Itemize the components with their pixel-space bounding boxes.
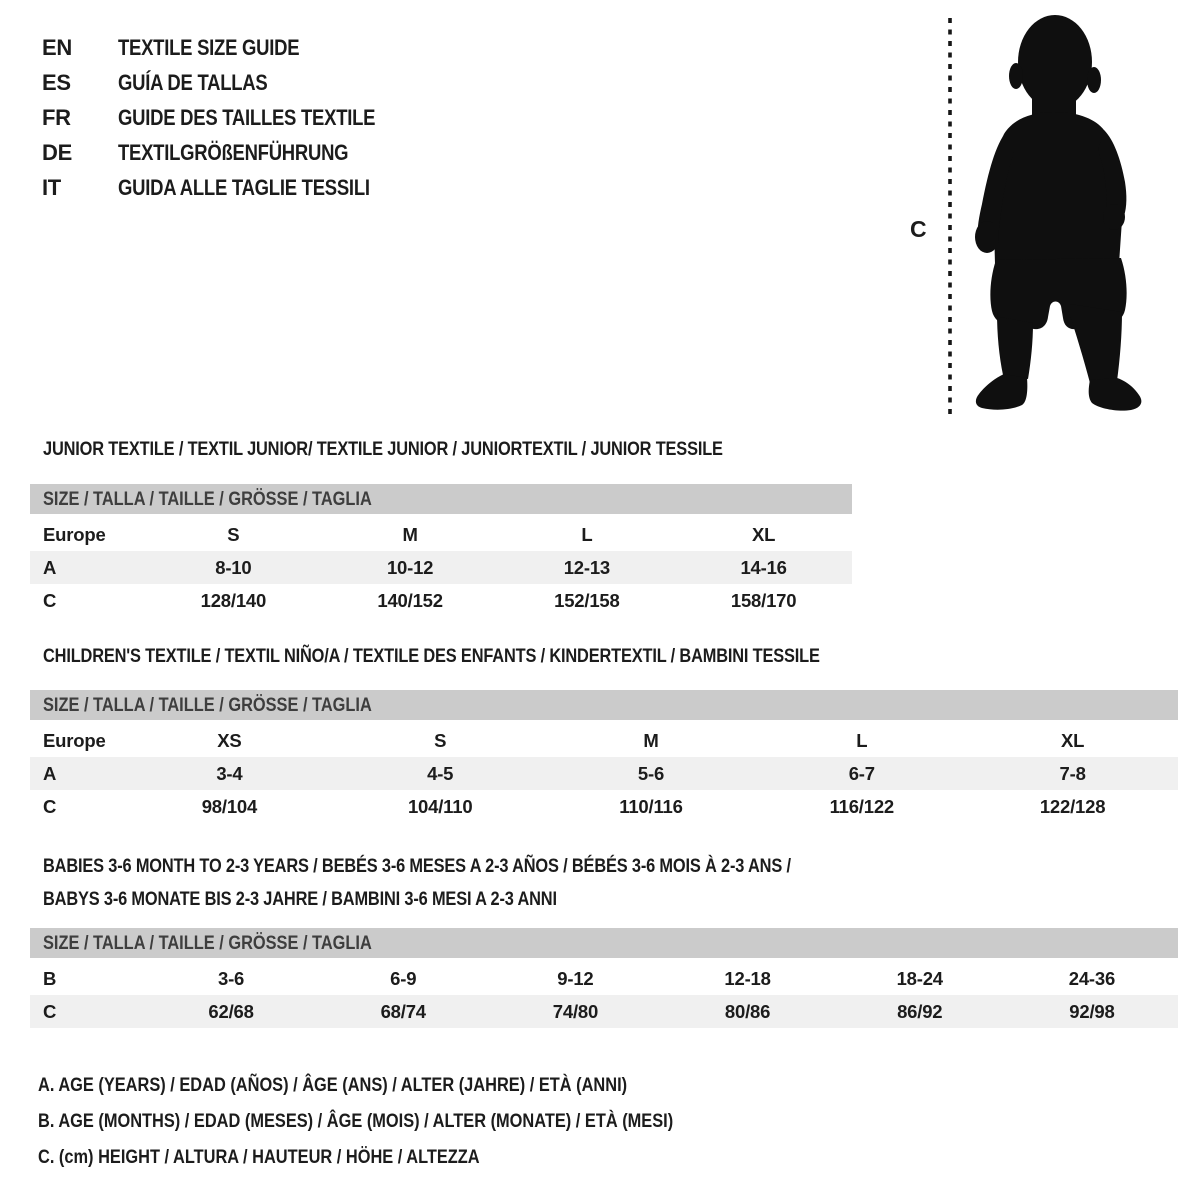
babies-heading-line2: BABYS 3-6 MONATE BIS 2-3 JAHRE / BAMBINI 3-6 MESI A 2-3 ANNI	[43, 888, 557, 910]
row-label: Europe	[43, 729, 106, 751]
table-cell: S	[434, 729, 447, 751]
table-cell: XL	[1060, 729, 1085, 751]
table-cell: 158/170	[730, 589, 797, 611]
table-row	[30, 962, 1178, 995]
table-cell: 12-13	[563, 556, 611, 578]
row-label: A	[43, 556, 57, 578]
junior-size-header-bar	[30, 484, 852, 514]
language-code: IT	[42, 174, 61, 200]
note-text: C. (cm) HEIGHT / ALTURA / HAUTEUR / HÖHE / ALTEZZA	[38, 1146, 480, 1168]
table-row	[30, 724, 1178, 757]
table-cell: 14-16	[740, 556, 787, 578]
table-cell: 4-5	[427, 762, 454, 784]
row-label: B	[43, 967, 57, 989]
language-code: DE	[42, 139, 72, 165]
children-heading-text: CHILDREN'S TEXTILE / TEXTIL NIÑO/A / TEXTILE DES ENFANTS / KINDERTEXTIL / BAMBINI TESSILE	[43, 645, 820, 667]
note-text: A. AGE (YEARS) / EDAD (AÑOS) / ÂGE (ANS) / ALTER (JAHRE) / ETÀ (ANNI)	[38, 1074, 628, 1096]
height-measure-dashed-line	[946, 16, 954, 418]
junior-heading-text: JUNIOR TEXTILE / TEXTIL JUNIOR/ TEXTILE JUNIOR / JUNIORTEXTIL / JUNIOR TESSILE	[43, 438, 723, 460]
table-cell: 6-7	[848, 762, 875, 784]
babies-size-header-text: SIZE / TALLA / TAILLE / GRÖSSE / TAGLIA	[43, 932, 372, 954]
table-cell: 3-4	[216, 762, 243, 784]
junior-table-body	[30, 518, 852, 617]
language-title-text: GUIDA ALLE TAGLIE TESSILI	[118, 174, 370, 200]
table-cell: 110/116	[619, 795, 683, 817]
language-row	[42, 170, 424, 205]
table-cell: 74/80	[552, 1000, 599, 1022]
table-cell: 6-9	[390, 967, 417, 989]
table-cell: 116/122	[829, 795, 895, 817]
table-cell: L	[856, 729, 868, 751]
table-cell: 12-18	[724, 967, 771, 989]
language-title-text: GUIDE DES TAILLES TEXTILE	[118, 104, 376, 130]
row-label: A	[43, 762, 57, 784]
language-row	[42, 100, 424, 135]
junior-section-heading	[43, 436, 852, 462]
note-line	[38, 1103, 794, 1139]
table-cell: 3-6	[218, 967, 245, 989]
table-cell: 68/74	[380, 1000, 426, 1022]
table-cell: 104/110	[407, 795, 473, 817]
babies-size-header-bar	[30, 928, 1178, 958]
note-text: B. AGE (MONTHS) / EDAD (MESES) / ÂGE (MOIS) / ALTER (MONATE) / ETÀ (MESI)	[38, 1110, 674, 1132]
table-row	[30, 518, 852, 551]
table-cell: 86/92	[897, 1000, 943, 1022]
language-title-text: TEXTILE SIZE GUIDE	[118, 34, 300, 60]
table-cell: M	[643, 729, 659, 751]
table-row	[30, 584, 852, 617]
table-cell: 98/104	[201, 795, 258, 817]
table-cell: 9-12	[557, 967, 594, 989]
table-cell: M	[402, 523, 418, 545]
table-cell: S	[227, 523, 240, 545]
junior-size-table	[30, 484, 852, 617]
table-cell: 5-6	[637, 762, 665, 784]
language-title-text: TEXTILGRÖßENFÜHRUNG	[118, 139, 349, 165]
table-cell: 92/98	[1069, 1000, 1115, 1022]
children-size-table	[30, 690, 1178, 823]
children-section-heading	[43, 643, 968, 669]
row-label: C	[43, 1000, 57, 1022]
table-cell: 18-24	[896, 967, 943, 989]
language-row	[42, 30, 424, 65]
table-cell: 140/152	[377, 589, 443, 611]
table-row	[30, 995, 1178, 1028]
table-cell: 62/68	[208, 1000, 254, 1022]
table-row	[30, 551, 852, 584]
note-line	[38, 1139, 794, 1175]
language-row	[42, 65, 424, 100]
children-table-body	[30, 724, 1178, 823]
table-cell: 7-8	[1059, 762, 1086, 784]
language-code: ES	[42, 69, 71, 95]
table-cell: L	[581, 523, 593, 545]
row-label: C	[43, 795, 57, 817]
babies-heading-line1: BABIES 3-6 MONTH TO 2-3 YEARS / BEBÉS 3-6 MESES A 2-3 AÑOS / BÉBÉS 3-6 MOIS À 2-3 ANS /	[43, 855, 791, 877]
table-row	[30, 790, 1178, 823]
height-measure-label: C	[910, 216, 927, 242]
children-size-header-text: SIZE / TALLA / TAILLE / GRÖSSE / TAGLIA	[43, 694, 372, 716]
language-row	[42, 135, 424, 170]
table-row	[30, 757, 1178, 790]
toddler-silhouette-icon	[966, 12, 1148, 418]
language-title-text: GUÍA DE TALLAS	[118, 69, 268, 95]
measurement-notes	[38, 1067, 794, 1175]
language-code: EN	[42, 34, 72, 60]
table-cell: 128/140	[200, 589, 267, 611]
table-cell: XL	[752, 523, 776, 545]
language-title	[118, 105, 424, 131]
language-title	[118, 70, 296, 96]
babies-size-table	[30, 928, 1178, 1028]
junior-size-header-text: SIZE / TALLA / TAILLE / GRÖSSE / TAGLIA	[43, 488, 372, 510]
children-size-header-bar	[30, 690, 1178, 720]
table-cell: 122/128	[1039, 795, 1106, 817]
language-title	[118, 140, 392, 166]
table-cell: 8-10	[215, 556, 252, 578]
table-cell: 10-12	[386, 556, 434, 578]
language-title	[118, 35, 334, 61]
table-cell: 80/86	[724, 1000, 771, 1022]
babies-table-body	[30, 962, 1178, 1028]
table-cell: 152/158	[554, 589, 620, 611]
table-cell: XS	[217, 729, 242, 751]
table-cell: 24-36	[1068, 967, 1116, 989]
row-label: C	[43, 589, 57, 611]
language-title	[118, 175, 418, 201]
row-label: Europe	[43, 523, 106, 545]
note-line	[38, 1067, 794, 1103]
language-guide-list	[42, 30, 424, 205]
language-code: FR	[42, 104, 71, 130]
babies-section-heading	[43, 850, 933, 916]
